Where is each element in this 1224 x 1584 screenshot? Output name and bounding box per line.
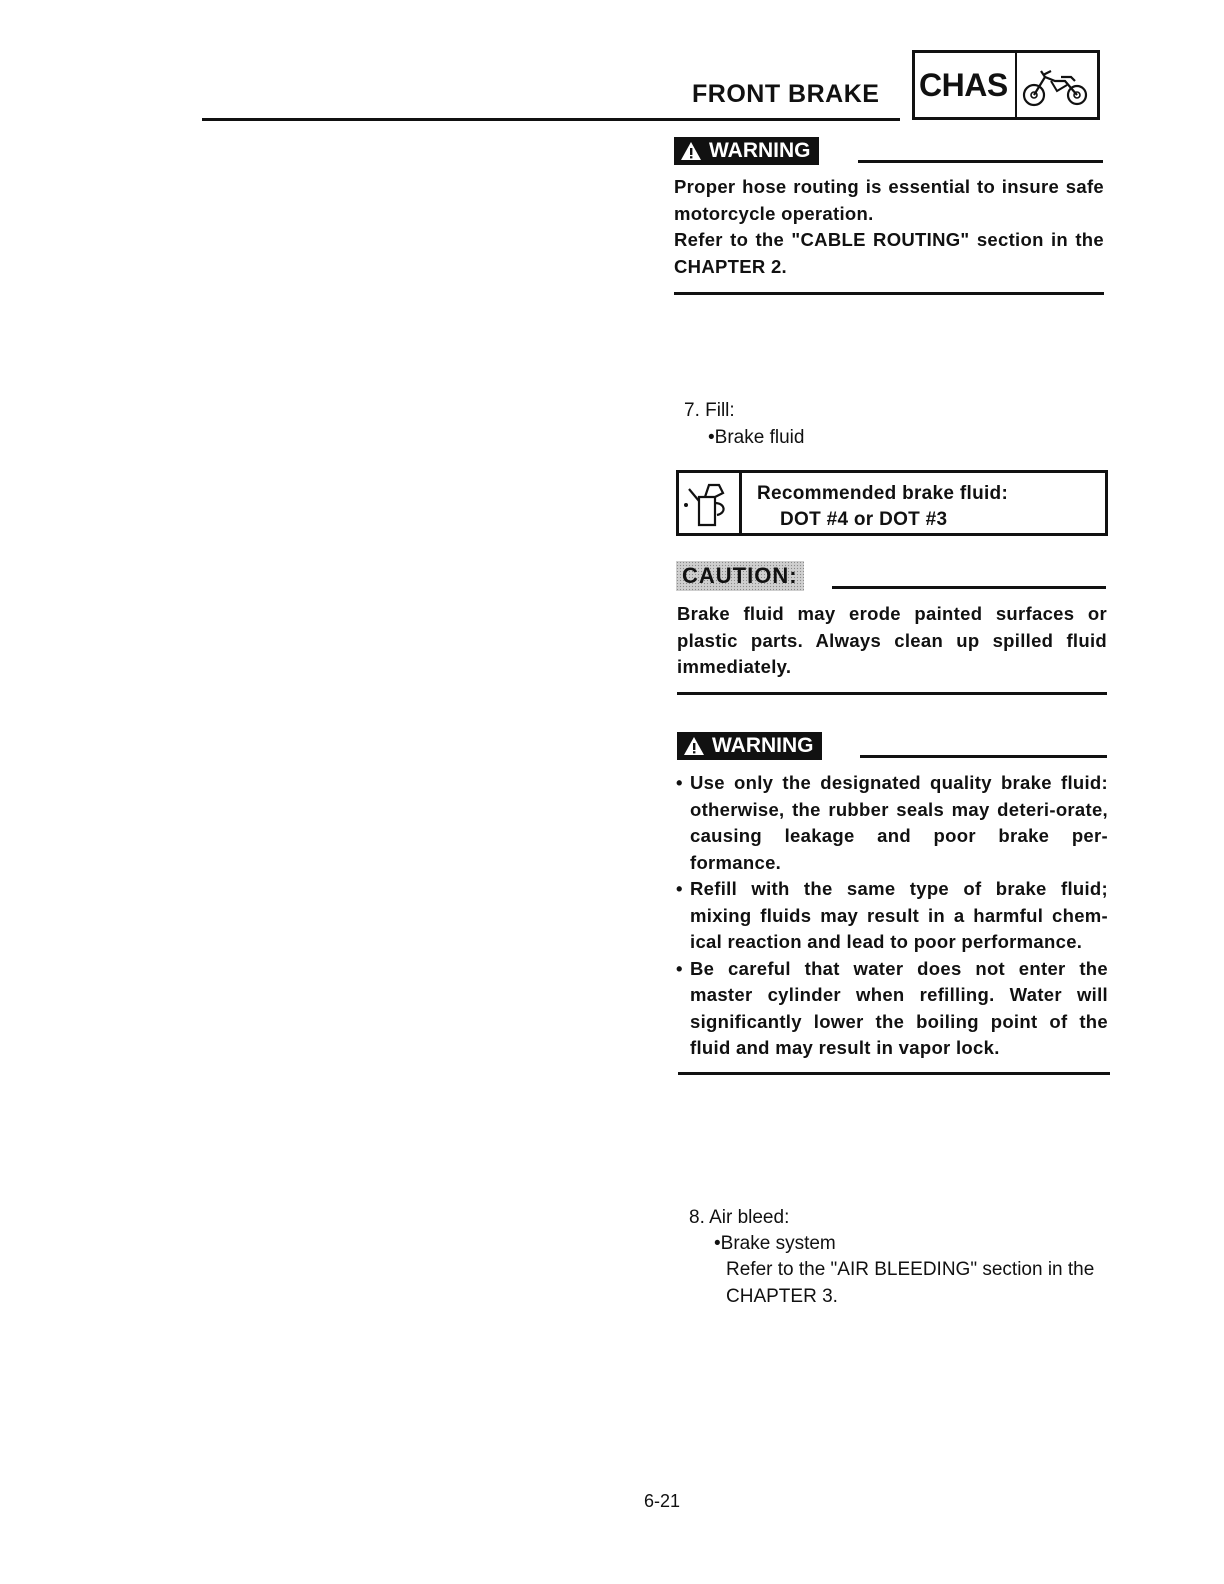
warning-bullet: • Be careful that water does not enter the master cylinder when refilling. Water will significantly lower the boiling point of the fluid and may result in vapor lock. <box>676 956 1108 1062</box>
caution-badge: CAUTION: <box>676 561 804 591</box>
warning-badge <box>677 732 822 760</box>
warning-bullet: • Use only the designated quality brake fluid: otherwise, the rubber seals may deteri-orate, causing leakage and poor brake per-formance. <box>676 770 1108 876</box>
step-note: Refer to the "AIR BLEEDING" section in the <box>726 1259 1095 1280</box>
spec-text <box>757 481 1008 533</box>
warning-paragraph: Refer to the "CABLE ROUTING" section in the CHAPTER 2. <box>674 229 1104 277</box>
section-separator <box>678 1072 1110 1075</box>
step-note: CHAPTER 3. <box>726 1286 838 1307</box>
spec-value: DOT #4 or DOT #3 <box>780 509 948 530</box>
warning-triangle-icon <box>683 736 705 756</box>
section-separator <box>677 692 1107 695</box>
page-title: FRONT BRAKE <box>692 80 880 108</box>
step-bullet: •Brake fluid <box>708 427 805 448</box>
warning-rule <box>858 160 1103 163</box>
warning-text <box>674 174 1104 280</box>
spec-title: Recommended brake fluid: <box>757 483 1009 504</box>
warning-badge <box>674 137 819 165</box>
step-label: 8. Air bleed: <box>689 1207 790 1228</box>
page-number: 6-21 <box>644 1491 681 1511</box>
warning-triangle-icon <box>680 141 702 161</box>
section-separator <box>674 292 1104 295</box>
caution-text: Brake fluid may erode painted surfaces or plastic parts. Always clean up spilled fluid immediately. <box>677 603 1107 677</box>
warning-bullets <box>676 770 1108 1062</box>
header-rule <box>202 118 900 121</box>
oil-can-icon <box>679 473 739 533</box>
section-tab <box>912 50 1100 120</box>
motorcycle-icon <box>1021 63 1091 114</box>
warning-bullet: • Refill with the same type of brake fluid; mixing fluids may result in a harmful chem-ical reaction and lead to poor performance. <box>676 876 1108 956</box>
spec-icon-cell <box>679 473 742 533</box>
section-tab-divider <box>1015 53 1017 117</box>
warning-label: WARNING <box>709 139 811 162</box>
section-code: CHAS <box>919 67 1008 103</box>
step-label: 7. Fill: <box>684 400 735 421</box>
warning-rule <box>860 755 1107 758</box>
caution-rule <box>832 586 1106 589</box>
warning-label: WARNING <box>712 734 814 757</box>
step-bullet: •Brake system <box>714 1233 836 1254</box>
warning-paragraph: Proper hose routing is essential to insure safe motorcycle operation. <box>674 176 1104 224</box>
spec-box <box>676 470 1108 536</box>
